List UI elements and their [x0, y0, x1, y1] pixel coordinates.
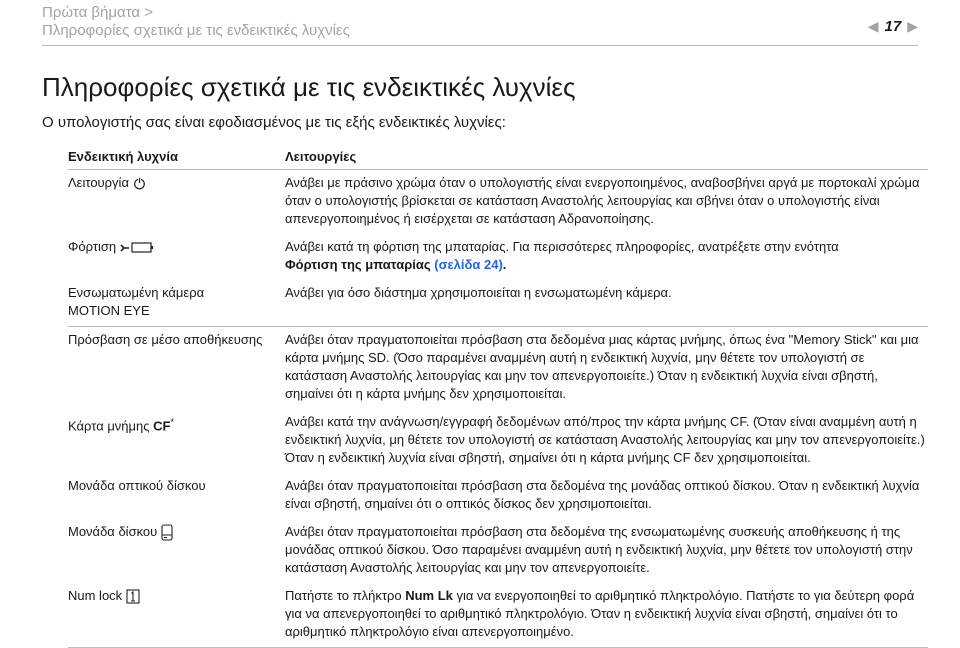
- indicator-name-cf: CF: [153, 418, 171, 434]
- table-row: [68, 327, 928, 414]
- disk-drive-icon: [161, 524, 173, 541]
- page-number: 17: [884, 18, 902, 35]
- battery-charging-link[interactable]: Φόρτιση της μπαταρίας: [285, 257, 431, 272]
- indicator-description: Ανάβει κατά την ανάγνωση/εγγραφή δεδομένων από/προς την κάρτα μνήμης CF. (Όταν είναι αναμμένη αυτή η ενδεικτική λυχνία, μη θέτετε τον υπολογιστή σε κατάσταση Αναστολής λειτουργίας και μην τον απενεργοποιείτε.) Όταν η ενδεικτική λυχνία είναι σβηστή, σημαίνει ότι η κάρτα μνήμης CF δεν χρησιμοποιείται.: [285, 414, 925, 465]
- indicator-name: Num lock: [68, 588, 123, 603]
- indicator-description: Ανάβει με πράσινο χρώμα όταν ο υπολογιστής είναι ενεργοποιημένος, αναβοσβήνει αργά με πορτοκαλί χρώμα όταν ο υπολογιστής βρίσκεται σε κατάσταση Αναστολής λειτουργίας και σβήνει όταν ο υπολογιστής είναι απενεργοποιημένος ή εισέρχεται σε κατάσταση Αδρανοποίησης.: [285, 175, 920, 226]
- column-header-indicator: Ενδεικτική λυχνία: [68, 146, 285, 170]
- indicator-description: Ανάβει κατά τη φόρτιση της μπαταρίας. Για περισσότερες πληροφορίες, ανατρέξετε στην ενότητα Φόρτιση της μπαταρίας (σελίδα 24).: [285, 239, 839, 272]
- table-row: [68, 413, 928, 477]
- indicator-description: Ανάβει για όσο διάστημα χρησιμοποιείται η ενσωματωμένη κάμερα.: [285, 284, 928, 327]
- indicator-name: Λειτουργία: [68, 175, 129, 190]
- footnote-marker: *: [170, 417, 175, 427]
- indicator-name: Πρόσβαση σε μέσο αποθήκευσης: [68, 332, 263, 347]
- indicator-name: Μονάδα οπτικού δίσκου: [68, 478, 206, 493]
- breadcrumb-parent[interactable]: Πρώτα βήματα >: [42, 4, 154, 21]
- indicator-description: Πατήστε το πλήκτρο Num Lk για να ενεργοποιηθεί το αριθμητικό πληκτρολόγιο. Πατήστε το για δεύτερη φορά για να απενεργοποιηθεί το αριθμητικό πληκτρολόγιο. Όταν η ενδεικτική λυχνία είναι σβηστή, σημαίνει ότι το αριθμητικό πληκτρολόγιο είναι απενεργοποιημένο.: [285, 587, 928, 648]
- intro-text: Ο υπολογιστής σας είναι εφοδιασμένος με τις εξής ενδεικτικές λυχνίες:: [42, 114, 506, 131]
- battery-charging-icon: [120, 241, 154, 254]
- power-icon: [133, 177, 146, 190]
- indicator-description: Ανάβει όταν πραγματοποιείται πρόσβαση στα δεδομένα της μονάδας οπτικού δίσκου. Όταν η ενδεικτική λυχνία είναι σβηστή, σημαίνει ότι ο οπτικός δίσκος δεν χρησιμοποιείται.: [285, 478, 920, 511]
- table-header-row: [68, 146, 928, 170]
- prev-page-icon[interactable]: ◀: [867, 18, 879, 34]
- next-page-icon[interactable]: ▶: [907, 18, 918, 34]
- page-header: [42, 4, 918, 44]
- indicator-name: Κάρτα μνήμης: [68, 418, 150, 434]
- breadcrumb-current: Πληροφορίες σχετικά με τις ενδεικτικές λυχνίες: [42, 22, 350, 39]
- indicator-name: Ενσωματωμένη κάμερα: [68, 285, 205, 300]
- page-title: Πληροφορίες σχετικά με τις ενδεικτικές λυχνίες: [42, 72, 576, 102]
- table-row: [68, 477, 928, 523]
- indicator-description: Ανάβει όταν πραγματοποιείται πρόσβαση στα δεδομένα μιας κάρτας μνήμης, όπως ένα "Memory Stick" και μια κάρτα μνήμης SD. (Όσο παραμένει αναμμένη αυτή η ενδεικτική λυχνία, μην θέτετε τον υπολογιστή σε κατάσταση Αναστολής λειτουργίας και μην τον απενεργοποιείτε.) Όταν η ενδεικτική λυχνία είναι σβηστή, σημαίνει ότι η κάρτα μνήμης δεν χρησιμοποιείται.: [285, 332, 919, 401]
- num-lock-icon: [126, 589, 140, 604]
- indicator-name: Μονάδα δίσκου: [68, 524, 158, 539]
- page-reference-link[interactable]: (σελίδα 24): [434, 257, 503, 272]
- column-header-functions: Λειτουργίες: [285, 146, 928, 170]
- table-row: [68, 238, 928, 284]
- table-row: [68, 523, 928, 587]
- page-navigation: [868, 18, 918, 35]
- table-row: [68, 587, 928, 648]
- indicator-table: [68, 146, 928, 648]
- indicator-description: Ανάβει όταν πραγματοποιείται πρόσβαση στα δεδομένα της ενσωματωμένης συσκευής αποθήκευσης ή της μονάδας οπτικού δίσκου. Όσο παραμένει αναμμένη αυτή η ενδεικτική λυχνία, μην θέτετε τον υπολογιστή στην κατάσταση Αναστολής λειτουργίας και μην τον απενεργοποιείτε.: [285, 524, 913, 575]
- table-row: [68, 170, 928, 239]
- indicator-name: Φόρτιση: [68, 239, 117, 254]
- indicator-name-secondary: MOTION EYE: [68, 303, 150, 318]
- header-divider: [42, 45, 918, 46]
- num-lock-key: Num Lk: [405, 588, 453, 603]
- table-row: [68, 284, 928, 327]
